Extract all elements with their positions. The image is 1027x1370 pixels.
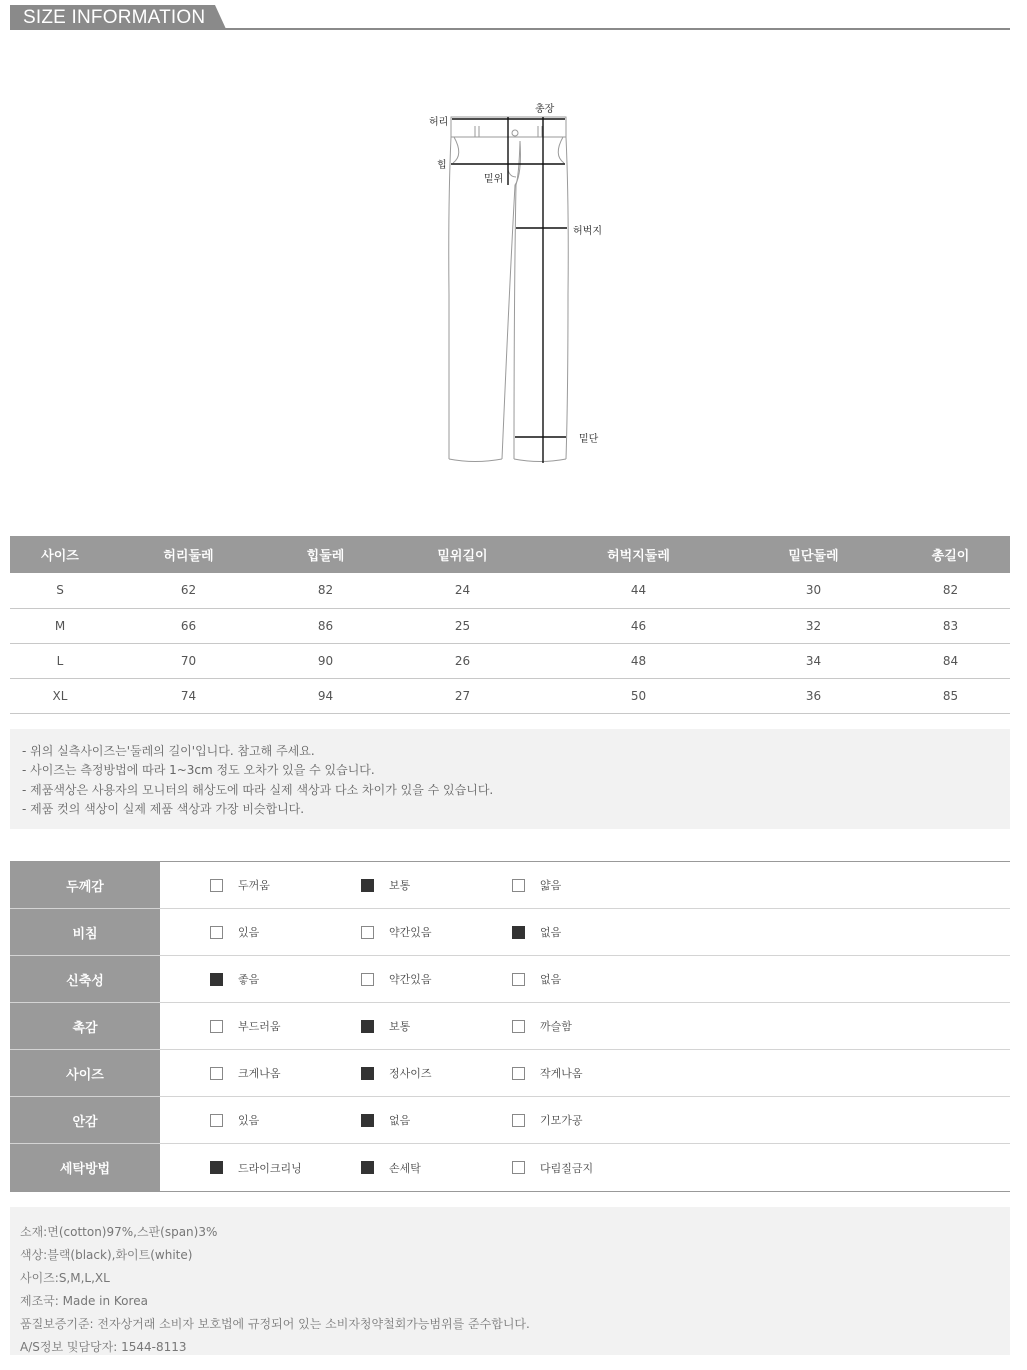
property-option-label: 크게나옴: [238, 1067, 281, 1080]
empty-box-icon: [512, 973, 525, 986]
property-option: [361, 1144, 421, 1191]
table-cell: L: [10, 643, 110, 678]
property-option: [512, 1050, 583, 1096]
property-option: [210, 1144, 302, 1191]
checked-box-icon: [512, 926, 525, 939]
property-option-label: 드라이크리닝: [238, 1161, 302, 1175]
table-cell: 26: [384, 643, 541, 678]
property-options: [160, 909, 1010, 955]
property-option: [210, 1050, 281, 1096]
diagram-label-waist: 허리: [429, 117, 449, 128]
table-cell: 27: [384, 678, 541, 713]
diagram-label-thigh: 허벅지: [573, 226, 602, 237]
checked-box-icon: [210, 1161, 223, 1174]
size-table-header: 밑위길이: [384, 536, 541, 573]
size-table: [10, 536, 1010, 714]
diagram-label-rise: 밑위: [484, 174, 504, 185]
checked-box-icon: [361, 879, 374, 892]
diagram-label-hem: 밑단: [579, 434, 599, 445]
table-cell: 82: [891, 573, 1010, 608]
table-row: [10, 608, 1010, 643]
pants-measurement-diagram: [420, 95, 620, 475]
empty-box-icon: [512, 879, 525, 892]
property-option: [210, 1097, 259, 1143]
note-line: - 위의 실측사이즈는'둘레의 길이'입니다. 참고해 주세요.: [22, 744, 315, 758]
property-option-label: 정사이즈: [389, 1067, 432, 1080]
property-label: 비침: [10, 909, 160, 955]
property-option-label: 있음: [238, 926, 260, 939]
property-option: [512, 862, 561, 908]
note-line: - 제품 컷의 색상이 실제 제품 색상과 가장 비슷합니다.: [22, 801, 305, 816]
property-option-label: 없음: [389, 1114, 411, 1127]
table-cell: 44: [541, 573, 736, 608]
property-options: [160, 956, 1010, 1002]
checked-box-icon: [361, 1020, 374, 1033]
table-cell: 34: [736, 643, 891, 678]
property-option: [210, 862, 270, 908]
property-row: [10, 1003, 1010, 1050]
property-option: [361, 862, 410, 908]
section-header: [10, 5, 1010, 30]
empty-box-icon: [210, 926, 223, 939]
table-cell: 66: [110, 608, 267, 643]
diagram-label-hip: 힙: [437, 160, 447, 171]
table-cell: 94: [267, 678, 384, 713]
table-cell: 70: [110, 643, 267, 678]
property-option-label: 손세탁: [389, 1161, 421, 1175]
property-option-label: 좋음: [238, 973, 260, 986]
property-option-label: 없음: [540, 926, 562, 939]
property-row: [10, 1097, 1010, 1144]
property-row: [10, 1050, 1010, 1097]
diagram-label-total-length: 총장: [535, 104, 555, 115]
property-option: [361, 909, 432, 955]
table-cell: 74: [110, 678, 267, 713]
table-cell: 84: [891, 643, 1010, 678]
table-cell: 32: [736, 608, 891, 643]
property-option-label: 작게나옴: [540, 1067, 583, 1080]
fabric-properties-table: [10, 861, 1010, 1192]
info-line: 품질보증기준: 전자상거래 소비자 보호법에 규정되어 있는 소비자청약철회가능범위를 준수합니다.: [20, 1317, 530, 1331]
checked-box-icon: [361, 1161, 374, 1174]
table-cell: 24: [384, 573, 541, 608]
table-row: [10, 643, 1010, 678]
property-label: 신축성: [10, 956, 160, 1002]
table-cell: XL: [10, 678, 110, 713]
empty-box-icon: [361, 926, 374, 939]
property-option: [361, 1050, 432, 1096]
property-option-label: 있음: [238, 1114, 260, 1127]
info-line: 제조국: Made in Korea: [20, 1294, 148, 1308]
property-option-label: 약간있음: [389, 973, 432, 986]
checked-box-icon: [361, 1114, 374, 1127]
property-option: [361, 1097, 410, 1143]
property-option: [210, 909, 259, 955]
table-cell: 90: [267, 643, 384, 678]
property-options: [160, 1097, 1010, 1143]
checked-box-icon: [361, 1067, 374, 1080]
property-label: 사이즈: [10, 1050, 160, 1096]
property-option: [210, 1003, 281, 1049]
size-notes: [10, 729, 1010, 829]
property-option-label: 두꺼움: [238, 879, 270, 892]
table-row: [10, 678, 1010, 713]
property-option-label: 기모가공: [540, 1114, 583, 1127]
size-table-header: 허리둘레: [110, 536, 267, 573]
empty-box-icon: [361, 973, 374, 986]
pants-outline-icon: [420, 95, 620, 475]
empty-box-icon: [512, 1067, 525, 1080]
size-table-header: 총길이: [891, 536, 1010, 573]
note-line: - 사이즈는 측정방법에 따라 1~3cm 정도 오차가 있을 수 있습니다.: [22, 763, 375, 778]
property-label: 안감: [10, 1097, 160, 1143]
size-table-header: 사이즈: [10, 536, 110, 573]
table-cell: 86: [267, 608, 384, 643]
table-cell: 30: [736, 573, 891, 608]
property-row: [10, 1144, 1010, 1191]
property-option-label: 보통: [389, 1020, 411, 1033]
checked-box-icon: [210, 973, 223, 986]
size-table-header: 밑단둘레: [736, 536, 891, 573]
header-divider: [10, 28, 1010, 30]
empty-box-icon: [512, 1161, 525, 1174]
size-table-header: 힙둘레: [267, 536, 384, 573]
property-option: [512, 1003, 572, 1049]
table-cell: 48: [541, 643, 736, 678]
property-option-label: 다림질금지: [540, 1161, 594, 1175]
property-options: [160, 1003, 1010, 1049]
property-options: [160, 1144, 1010, 1191]
empty-box-icon: [512, 1020, 525, 1033]
property-option-label: 까슬함: [540, 1020, 572, 1033]
info-line: 색상:블랙(black),화이트(white): [20, 1248, 193, 1262]
property-option-label: 없음: [540, 973, 562, 986]
table-cell: 36: [736, 678, 891, 713]
property-option: [361, 956, 432, 1002]
table-cell: S: [10, 573, 110, 608]
property-option-label: 얇음: [540, 879, 562, 892]
property-option-label: 보통: [389, 879, 411, 892]
product-info: [10, 1207, 1010, 1355]
note-line: - 제품색상은 사용자의 모니터의 해상도에 따라 실제 색상과 다소 차이가 있을 수 있습니다.: [22, 782, 494, 797]
property-options: [160, 1050, 1010, 1096]
table-cell: 85: [891, 678, 1010, 713]
property-label: 세탁방법: [10, 1144, 160, 1191]
section-title: SIZE INFORMATION: [23, 7, 206, 28]
empty-box-icon: [512, 1114, 525, 1127]
property-label: 촉감: [10, 1003, 160, 1049]
property-label: 두께감: [10, 862, 160, 908]
table-cell: 62: [110, 573, 267, 608]
empty-box-icon: [210, 1067, 223, 1080]
property-option: [210, 956, 259, 1002]
property-option: [361, 1003, 410, 1049]
property-option: [512, 956, 561, 1002]
property-option: [512, 1097, 583, 1143]
table-cell: M: [10, 608, 110, 643]
table-cell: 83: [891, 608, 1010, 643]
property-option-label: 부드러움: [238, 1020, 281, 1033]
info-line: 사이즈:S,M,L,XL: [20, 1271, 110, 1285]
property-options: [160, 862, 1010, 908]
empty-box-icon: [210, 1020, 223, 1033]
property-row: [10, 862, 1010, 909]
size-table-header: 허벅지둘레: [541, 536, 736, 573]
table-cell: 82: [267, 573, 384, 608]
table-cell: 25: [384, 608, 541, 643]
property-row: [10, 956, 1010, 1003]
table-row: [10, 573, 1010, 608]
empty-box-icon: [210, 1114, 223, 1127]
empty-box-icon: [210, 879, 223, 892]
size-table-header-row: [10, 536, 1010, 573]
property-option: [512, 909, 561, 955]
property-row: [10, 909, 1010, 956]
table-cell: 46: [541, 608, 736, 643]
property-option: [512, 1144, 593, 1191]
table-cell: 50: [541, 678, 736, 713]
info-line: A/S정보 및담당자: 1544-8113: [20, 1340, 187, 1354]
property-option-label: 약간있음: [389, 926, 432, 939]
info-line: 소재:면(cotton)97%,스판(span)3%: [20, 1225, 218, 1239]
